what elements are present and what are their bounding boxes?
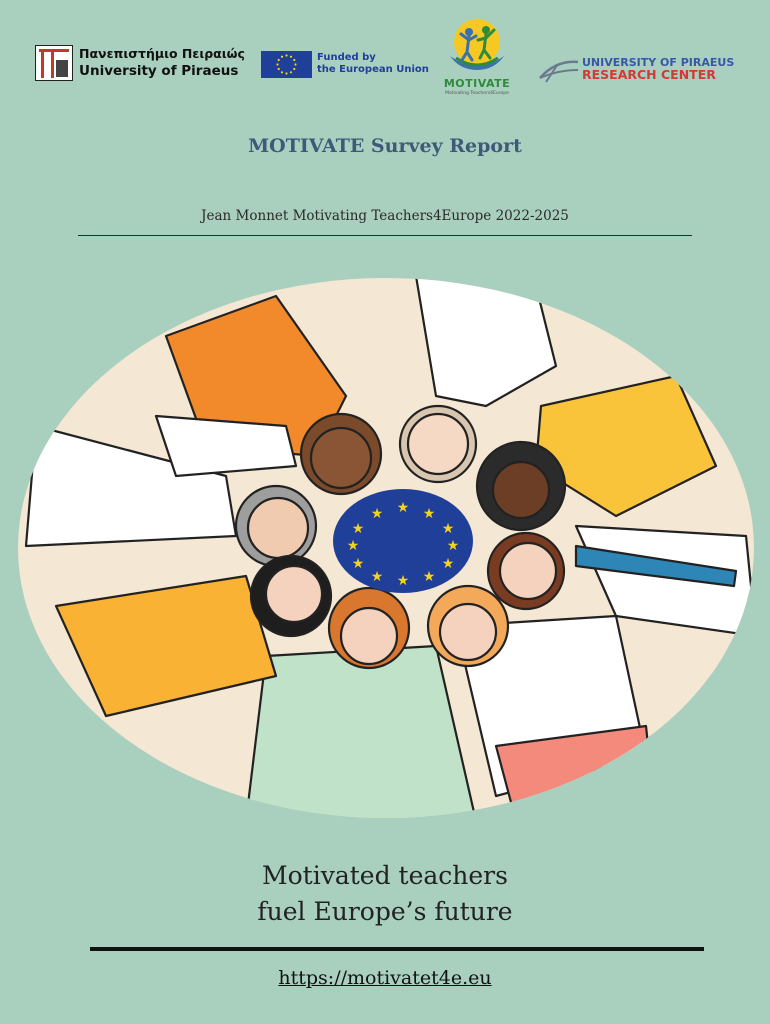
website-link[interactable]: https://motivatet4e.eu [278,967,492,989]
svg-text:★: ★ [441,521,455,537]
motivate-emblem-icon [434,18,520,78]
svg-text:★: ★ [351,521,365,537]
report-title: MOTIVATE Survey Report [248,135,522,157]
eu-funding-logo [261,51,431,79]
svg-text:★: ★ [346,538,360,554]
motivate-logo [434,18,520,108]
eu-flag-icon [261,51,312,78]
svg-text:★: ★ [396,500,410,516]
svg-text:★: ★ [446,538,460,554]
eu-funding-line2: the European Union [317,64,429,75]
university-of-piraeus-logo [35,45,245,81]
svg-text:★: ★ [396,573,410,589]
slogan [0,858,770,930]
university-greek-name: Πανεπιστήμιο Πειραιώς [79,46,245,61]
svg-text:★: ★ [370,506,384,522]
report-subtitle: Jean Monnet Motivating Teachers4Europe 2022-2025 [201,208,569,224]
svg-text:★: ★ [441,556,455,572]
footer-divider [90,947,704,951]
university-crest-icon [35,45,73,81]
logo-header [0,18,770,108]
svg-text:★: ★ [422,569,436,585]
motivate-wordmark: MOTIVATE [443,77,511,90]
green-shirt-person [246,646,476,821]
subtitle-divider [78,235,692,236]
svg-text:★: ★ [370,569,384,585]
slogan-line2: fuel Europe’s future [257,897,513,926]
svg-text:★: ★ [422,506,436,522]
motivate-tagline: Motivating Teachers4Europe [445,91,509,96]
research-center-line1: UNIVERSITY OF PIRAEUS [582,56,735,69]
research-center-swoosh-icon [538,56,580,84]
eu-flag-circle [333,489,473,593]
research-center-logo [538,56,738,86]
university-english-name: University of Piraeus [79,63,239,79]
slogan-line1: Motivated teachers [262,861,508,890]
svg-text:★: ★ [351,556,365,572]
research-center-line2: RESEARCH CENTER [582,67,716,82]
eu-funding-line1: Funded by [317,52,376,63]
eu-funding-text [317,52,429,76]
teachers-circle-illustration [16,276,756,821]
